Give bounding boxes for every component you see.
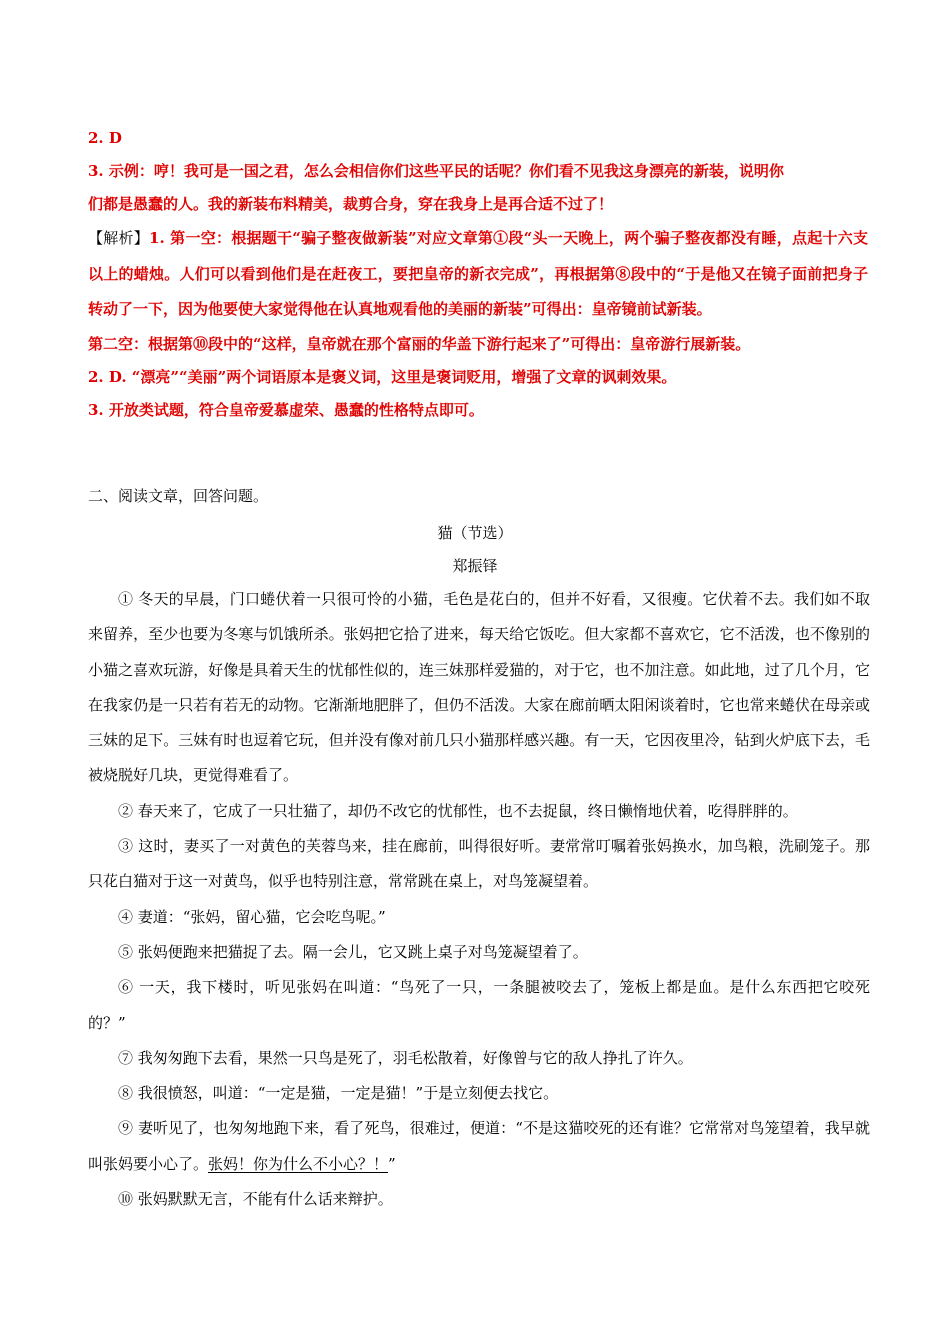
essay-title: 猫（节选） <box>437 524 513 542</box>
essay-paragraph-7: ⑦ 我匆匆跑下去看，果然一只鸟是死了，羽毛松散着，好像曾与它的敌人挣扎了许久。 <box>118 1048 693 1067</box>
analysis-paragraph-4: 3. 开放类试题，符合皇帝爱慕虚荣、愚蠢的性格特点即可。 <box>88 400 484 419</box>
answer-3-line-1: 3. 示例：哼！我可是一国之君，怎么会相信你们这些平民的话呢？你们看不见我这身漂亮的新装，说明你 <box>88 162 784 180</box>
underlined-sentence: 张妈！你为什么不小心？！ <box>208 1154 389 1173</box>
essay-paragraph-3: ③ 这时，妻买了一对黄色的芙蓉鸟来，挂在廊前，叫得很好听。妻常常叮嘱着张妈换水，加鸟粮，洗刷笼子。那只花白猫对于这一对黄鸟，似乎也特别注意，常常跳在桌上，对鸟笼凝望着。 <box>88 837 870 891</box>
analysis-paragraph-2: 第二空：根据第⑩段中的“这样，皇帝就在那个富丽的华盖下游行起来了”可得出：皇帝游行展新装。 <box>88 334 751 353</box>
answer-2: 2. D <box>88 129 122 147</box>
essay-paragraph-4: ④ 妻道：“张妈，留心猫，它会吃鸟呢。” <box>118 907 386 926</box>
answer-3-line-2: 们都是愚蠢的人。我的新装布料精美，裁剪合身，穿在我身上是再合适不过了！ <box>88 195 614 213</box>
essay-paragraph-9: ⑨ 妻听见了，也匆匆地跑下来，看了死鸟，很难过，便道：“不是这猫咬死的还有谁？它常常对鸟笼望着，我早就叫张妈要小心了。张妈！你为什么不小心？！” <box>88 1119 870 1173</box>
essay-paragraph-8: ⑧ 我很愤怒，叫道：“一定是猫，一定是猫！”于是立刻便去找它。 <box>118 1084 559 1103</box>
answer-block <box>88 122 868 427</box>
essay-paragraph-2: ② 春天来了，它成了一只壮猫了，却仍不改它的忧郁性，也不去捉鼠，终日懒惰地伏着，吃得胖胖的。 <box>118 801 798 820</box>
essay-paragraph-6: ⑥ 一天，我下楼时，听见张妈在叫道：“鸟死了一只，一条腿被咬去了，笼板上都是血。是什么东西把它咬死的？” <box>88 978 870 1032</box>
analysis-paragraph-3: 2. D. “漂亮”“美丽”两个词语原本是褒义词，这里是褒词贬用，增强了文章的讽刺效果。 <box>88 367 677 386</box>
essay-paragraph-1: ① 冬天的早晨，门口蜷伏着一只很可怜的小猫，毛色是花白的，但并不好看，又很瘦。它伏着不去。我们如不取来留养，至少也要为冬寒与饥饿所杀。张妈把它拾了进来，每天给它饭吃。但大家都不喜欢它，它不活泼，也不像别的小猫之喜欢玩游，好像是具着天生的忧郁性似的，连三妹那样爱猫的，对于它，也不加注意。如此地，过了几个月，它在我家仍是一只若有若无的动物。它渐渐地肥胖了，但仍不活泼。大家在廊前晒太阳闲谈着时，它也常来蜷伏在母亲或三妹的足下。三妹有时也逗着它玩，但并没有像对前几只小猫那样感兴趣。有一天，它因夜里冷，钻到火炉底下去，毛被烧脱好几块，更觉得难看了。 <box>88 590 870 785</box>
analysis-paragraph-1: 【解析】1. 第一空：根据题干“骗子整夜做新装”对应文章第①段“头一天晚上，两个骗子整夜都没有睡，点起十六支以上的蜡烛。人们可以看到他们是在赶夜工，要把皇帝的新衣完成”，再根据第⑧段中的“于是他又在镜子面前把身子转动了一下，因为他要使大家觉得他在认真地观看他的美丽的新装”可得出：皇帝镜前试新装。 <box>88 229 868 318</box>
essay-paragraph-5: ⑤ 张妈便跑来把猫捉了去。隔一会儿，它又跳上桌子对鸟笼凝望着了。 <box>118 942 588 961</box>
analysis-tag: 【解析】 <box>88 229 150 247</box>
essay-body <box>88 582 870 1217</box>
section-heading: 二、阅读文章，回答问题。 <box>88 487 269 505</box>
essay-author: 郑振铎 <box>452 557 498 575</box>
essay-paragraph-10: ⑩ 张妈默默无言，不能有什么话来辩护。 <box>118 1190 393 1209</box>
